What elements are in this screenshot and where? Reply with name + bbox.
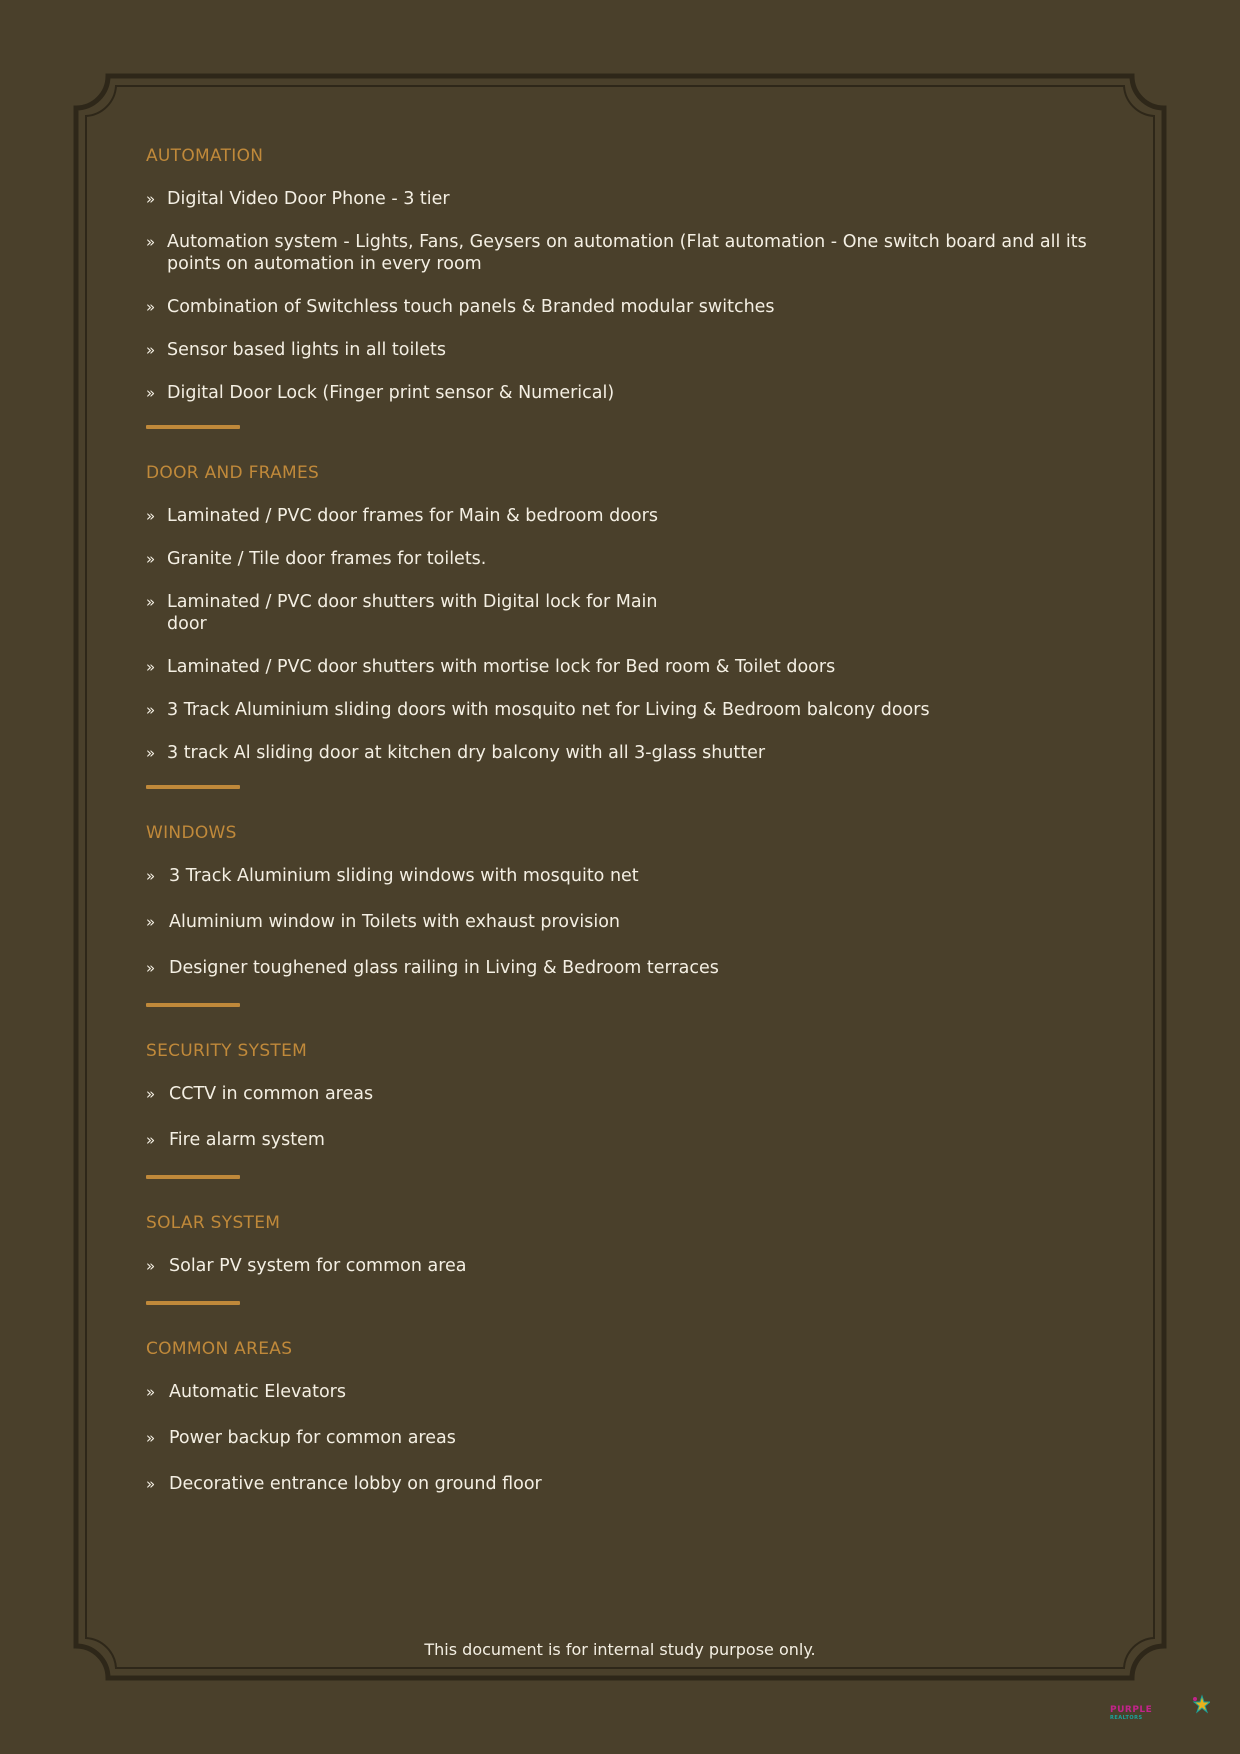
- section-windows: [146, 823, 1106, 1007]
- bullet-icon: »: [146, 1131, 156, 1149]
- bullet-icon: »: [146, 959, 156, 977]
- list-item: » 3 Track Aluminium sliding doors with mosquito net for Living & Bedroom balcony doors: [146, 700, 930, 720]
- list-item: » Sensor based lights in all toilets: [146, 340, 446, 360]
- bullet-icon: »: [146, 593, 156, 611]
- section-divider: [146, 425, 240, 429]
- bullet-icon: »: [146, 298, 156, 316]
- bullet-icon: »: [146, 913, 156, 931]
- footer-disclaimer: This document is for internal study purpose only.: [424, 1640, 816, 1659]
- bullet-icon: »: [146, 384, 156, 402]
- section-common-areas: [146, 1339, 1106, 1495]
- section-security-system: [146, 1041, 1106, 1179]
- list-item: » 3 Track Aluminium sliding windows with mosquito net: [146, 866, 639, 886]
- list-item: » Laminated / PVC door shutters with mortise lock for Bed room & Toilet doors: [146, 657, 836, 677]
- list-item: » Fire alarm system: [146, 1130, 325, 1150]
- list-item: » Digital Door Lock (Finger print sensor & Numerical): [146, 383, 615, 403]
- list-item: » Power backup for common areas: [146, 1428, 456, 1448]
- specifications-list: [146, 146, 1106, 1519]
- list-item: » Laminated / PVC door frames for Main & bedroom doors: [146, 506, 658, 526]
- bullet-icon: »: [146, 507, 156, 525]
- section-title: DOOR AND FRAMES: [146, 463, 320, 483]
- section-divider: [146, 1175, 240, 1179]
- bullet-icon: »: [146, 701, 156, 719]
- section-divider: [146, 1003, 240, 1007]
- list-item: » Digital Video Door Phone - 3 tier: [146, 189, 450, 209]
- list-item: » 3 track Al sliding door at kitchen dry balcony with all 3-glass shutter: [146, 743, 766, 763]
- list-item: » Combination of Switchless touch panels & Branded modular switches: [146, 297, 775, 317]
- section-divider: [146, 785, 240, 789]
- section-door-and-frames: [146, 463, 1106, 789]
- bullet-icon: »: [146, 341, 156, 359]
- brand-logo: [1110, 1690, 1210, 1730]
- section-solar-system: [146, 1213, 1106, 1305]
- section-title: SOLAR SYSTEM: [146, 1213, 281, 1233]
- bullet-icon: »: [146, 1475, 156, 1493]
- bullet-icon: »: [146, 233, 156, 251]
- section-title: COMMON AREAS: [146, 1339, 293, 1359]
- bullet-icon: »: [146, 1383, 156, 1401]
- section-divider: [146, 1301, 240, 1305]
- bullet-icon: »: [146, 867, 156, 885]
- list-item: » Solar PV system for common area: [146, 1256, 467, 1276]
- bullet-icon: »: [146, 1257, 156, 1275]
- bullet-icon: »: [146, 550, 156, 568]
- list-item: » Decorative entrance lobby on ground floor: [146, 1474, 542, 1494]
- bullet-icon: »: [146, 1085, 156, 1103]
- section-title: AUTOMATION: [146, 146, 264, 166]
- section-title: SECURITY SYSTEM: [146, 1041, 308, 1061]
- list-item: » Granite / Tile door frames for toilets.: [146, 549, 487, 569]
- list-item: » Automatic Elevators: [146, 1382, 346, 1402]
- list-item: » Laminated / PVC door shutters with Digital lock for Main door: [146, 592, 658, 634]
- list-item: » CCTV in common areas: [146, 1084, 374, 1104]
- list-item: » Automation system - Lights, Fans, Geysers on automation (Flat automation - One switch board and all its points on automation in every room: [146, 232, 1087, 274]
- bullet-icon: »: [146, 658, 156, 676]
- bullet-icon: »: [146, 190, 156, 208]
- logo-text: PURPLE REALTORS: [1110, 1705, 1153, 1721]
- bullet-icon: »: [146, 1429, 156, 1447]
- bullet-icon: »: [146, 744, 156, 762]
- section-title: WINDOWS: [146, 823, 237, 843]
- list-item: » Aluminium window in Toilets with exhaust provision: [146, 912, 620, 932]
- list-item: » Designer toughened glass railing in Living & Bedroom terraces: [146, 958, 719, 978]
- section-automation: [146, 146, 1106, 429]
